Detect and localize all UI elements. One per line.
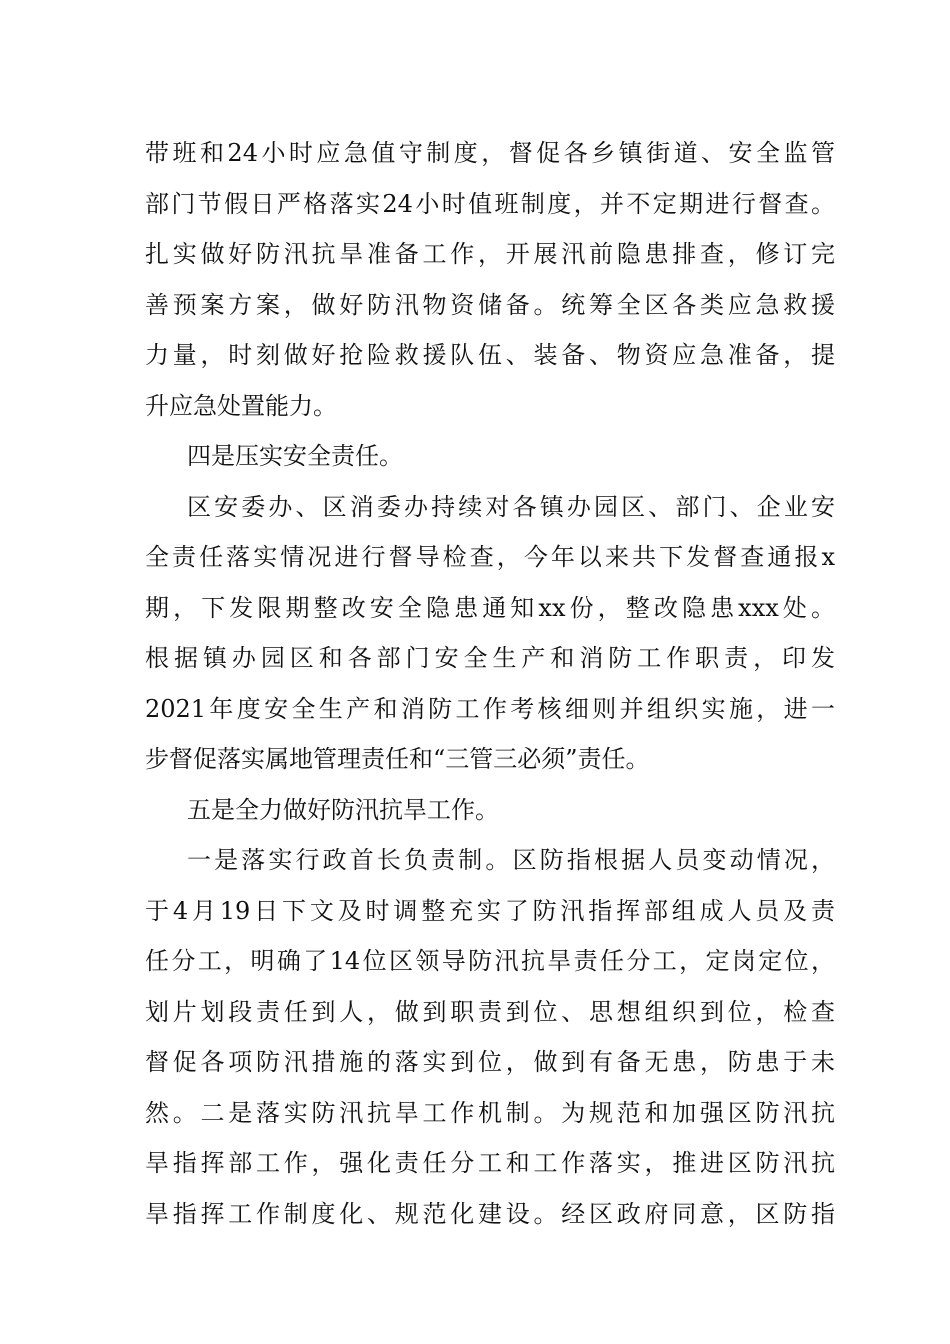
text-line: 于4月19日下文及时调整充实了防汛指挥部组成人员及责 xyxy=(145,896,835,925)
text-line: 升应急处置能力。 xyxy=(145,391,337,420)
text-line: 然。二是落实防汛抗旱工作机制。为规范和加强区防汛抗 xyxy=(145,1098,835,1127)
text-line: 步督促落实属地管理责任和“三管三必须”责任。 xyxy=(145,745,650,773)
document-body xyxy=(145,128,835,1239)
text-line: 期，下发限期整改安全隐患通知xx份，整改隐患xxx处。 xyxy=(145,593,835,622)
text-line: 划片划段责任到人，做到职责到位、思想组织到位，检查 xyxy=(145,997,835,1026)
text-line: 区安委办、区消委办持续对各镇办园区、部门、企业安 xyxy=(187,492,835,521)
text-line: 力量，时刻做好抢险救援队伍、装备、物资应急准备，提 xyxy=(145,341,835,369)
text-line: 任分工，明确了14位区领导防汛抗旱责任分工，定岗定位， xyxy=(145,947,835,975)
text-line: 全责任落实情况进行督导检查，今年以来共下发督查通报x xyxy=(145,543,835,571)
text-line: 旱指挥工作制度化、规范化建设。经区政府同意，区防指 xyxy=(145,1199,835,1228)
text-line: 扎实做好防汛抗旱准备工作，开展汛前隐患排查，修订完 xyxy=(145,240,835,268)
text-line: 一是落实行政首长负责制。区防指根据人员变动情况， xyxy=(187,846,835,874)
text-line: 督促各项防汛措施的落实到位，做到有备无患，防患于未 xyxy=(145,1048,835,1076)
text-line: 2021年度安全生产和消防工作考核细则并组织实施，进一 xyxy=(145,694,835,723)
text-line: 五是全力做好防汛抗旱工作。 xyxy=(187,795,499,824)
text-line: 部门节假日严格落实24小时值班制度，并不定期进行督查。 xyxy=(145,189,835,218)
text-line: 带班和24小时应急值守制度，督促各乡镇街道、安全监管 xyxy=(145,139,835,167)
text-line: 善预案方案，做好防汛物资储备。统筹全区各类应急救援 xyxy=(145,290,835,319)
text-line: 四是压实安全责任。 xyxy=(187,442,403,470)
text-line: 根据镇办园区和各部门安全生产和消防工作职责，印发 xyxy=(145,644,835,672)
text-line: 旱指挥部工作，强化责任分工和工作落实，推进区防汛抗 xyxy=(145,1149,835,1177)
